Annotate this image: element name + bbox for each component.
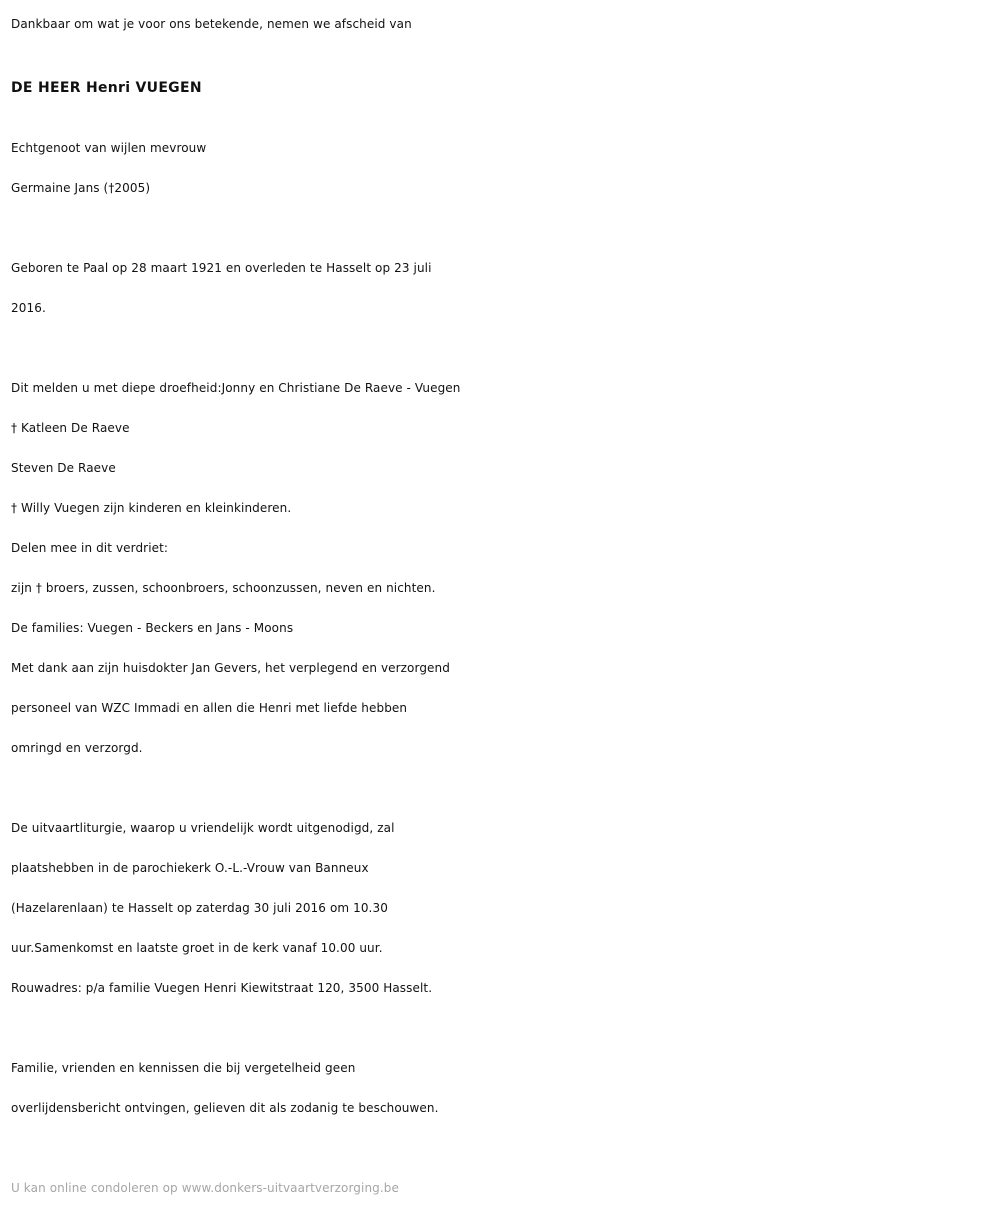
ceremony-line: De uitvaartliturgie, waarop u vriendelijk wordt uitgenodigd, zal [11,821,395,835]
birth-death-line: Geboren te Paal op 28 maart 1921 en overleden te Hasselt op 23 juli [11,261,432,275]
family-line: De families: Vuegen - Beckers en Jans - Moons [11,621,294,635]
ceremony-line: plaatshebben in de parochiekerk O.-L.-Vrouw van Banneux [11,861,369,875]
ceremony-block [11,808,1000,1008]
spacer [11,208,1000,248]
ceremony-line: uur.Samenkomst en laatste groet in de kerk vanaf 10.00 uur. [11,941,383,955]
intro-text: Dankbaar om wat je voor ons betekende, nemen we afscheid van [11,17,412,31]
condolence-footer: U kan online condoleren op www.donkers-uitvaartverzorging.be [11,1181,399,1195]
spacer [11,1008,1000,1048]
family-line: † Katleen De Raeve [11,421,130,435]
spouse-line: Echtgenoot van wijlen mevrouw [11,141,207,155]
spacer [11,768,1000,808]
family-line: zijn † broers, zussen, schoonbroers, schoonzussen, neven en nichten. [11,581,436,595]
deceased-name: DE HEER Henri VUEGEN [11,80,202,96]
family-line: Delen mee in dit verdriet: [11,541,169,555]
family-line: omringd en verzorgd. [11,741,143,755]
ceremony-line: (Hazelarenlaan) te Hasselt op zaterdag 30 juli 2016 om 10.30 [11,901,388,915]
family-line: Met dank aan zijn huisdokter Jan Gevers, het verplegend en verzorgend [11,661,450,675]
spacer [11,328,1000,368]
ceremony-line: Rouwadres: p/a familie Vuegen Henri Kiewitstraat 120, 3500 Hasselt. [11,981,433,995]
family-block [11,368,1000,768]
notice-line: Familie, vrienden en kennissen die bij vergetelheid geen [11,1061,356,1075]
spouse-line: Germaine Jans (†2005) [11,181,151,195]
notice-block [11,1048,1000,1128]
spouse-block [11,128,1000,208]
birth-death-block [11,248,1000,328]
family-line: Steven De Raeve [11,461,116,475]
family-line: † Willy Vuegen zijn kinderen en kleinkinderen. [11,501,292,515]
family-line: personeel van WZC Immadi en allen die Henri met liefde hebben [11,701,408,715]
notice-line: overlijdensbericht ontvingen, gelieven dit als zodanig te beschouwen. [11,1101,439,1115]
spacer [11,1128,1000,1168]
family-line: Dit melden u met diepe droefheid:Jonny en Christiane De Raeve - Vuegen [11,381,461,395]
birth-death-line: 2016. [11,301,46,315]
